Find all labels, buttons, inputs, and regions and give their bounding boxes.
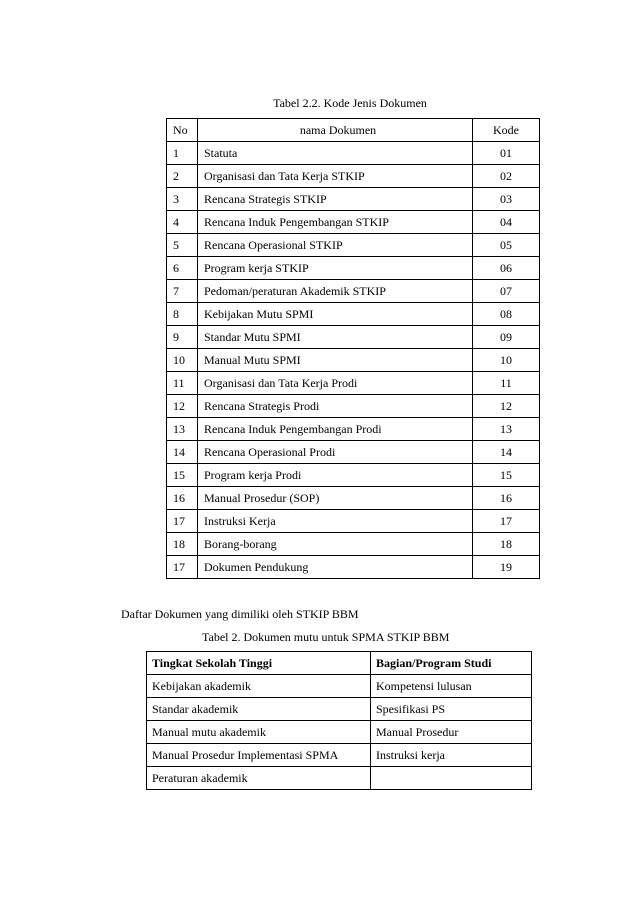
row-number: 17	[167, 556, 198, 579]
table-row	[167, 556, 540, 579]
row-number: 18	[167, 533, 198, 556]
table1-caption: Tabel 2.2. Kode Jenis Dokumen	[273, 96, 427, 110]
document-code: 15	[473, 464, 540, 487]
document-name: Organisasi dan Tata Kerja Prodi	[198, 372, 473, 395]
row-number: 3	[167, 188, 198, 211]
document-name: Rencana Induk Pengembangan Prodi	[198, 418, 473, 441]
table2-body	[147, 675, 532, 790]
document-name: Statuta	[198, 142, 473, 165]
document-code: 09	[473, 326, 540, 349]
document-code: 02	[473, 165, 540, 188]
document-code: 03	[473, 188, 540, 211]
document-name: Program kerja Prodi	[198, 464, 473, 487]
table-row	[147, 744, 532, 767]
quality-document-table	[146, 651, 532, 790]
document-name: Rencana Strategis Prodi	[198, 395, 473, 418]
document-code: 12	[473, 395, 540, 418]
institution-level-document: Manual mutu akademik	[147, 721, 371, 744]
intro-text: Daftar Dokumen yang dimiliki oleh STKIP BBM	[121, 607, 359, 621]
row-number: 16	[167, 487, 198, 510]
document-code: 13	[473, 418, 540, 441]
document-name: Pedoman/peraturan Akademik STKIP	[198, 280, 473, 303]
document-name: Standar Mutu SPMI	[198, 326, 473, 349]
row-number: 7	[167, 280, 198, 303]
table-row	[167, 395, 540, 418]
table-header-row	[147, 652, 532, 675]
row-number: 5	[167, 234, 198, 257]
header-document-name: nama Dokumen	[198, 119, 473, 142]
table-row	[167, 418, 540, 441]
row-number: 2	[167, 165, 198, 188]
table-row	[167, 372, 540, 395]
table-row	[167, 533, 540, 556]
document-code: 14	[473, 441, 540, 464]
row-number: 12	[167, 395, 198, 418]
document-name: Instruksi Kerja	[198, 510, 473, 533]
row-number: 14	[167, 441, 198, 464]
table-row	[167, 280, 540, 303]
row-number: 1	[167, 142, 198, 165]
institution-level-document: Kebijakan akademik	[147, 675, 371, 698]
table-row	[147, 675, 532, 698]
document-code: 16	[473, 487, 540, 510]
document-name: Manual Prosedur (SOP)	[198, 487, 473, 510]
document-name: Program kerja STKIP	[198, 257, 473, 280]
table-row	[167, 257, 540, 280]
row-number: 9	[167, 326, 198, 349]
document-code: 05	[473, 234, 540, 257]
department-program-document: Manual Prosedur	[371, 721, 532, 744]
row-number: 8	[167, 303, 198, 326]
document-name: Rencana Operasional STKIP	[198, 234, 473, 257]
header-code: Kode	[473, 119, 540, 142]
document-name: Rencana Operasional Prodi	[198, 441, 473, 464]
department-program-document: Instruksi kerja	[371, 744, 532, 767]
table-row	[167, 234, 540, 257]
document-code: 18	[473, 533, 540, 556]
document-code: 06	[473, 257, 540, 280]
document-code: 07	[473, 280, 540, 303]
document-name: Rencana Induk Pengembangan STKIP	[198, 211, 473, 234]
document-code: 17	[473, 510, 540, 533]
table-row	[167, 441, 540, 464]
table-header-row	[167, 119, 540, 142]
institution-level-document: Peraturan akademik	[147, 767, 371, 790]
department-program-document: Kompetensi lulusan	[371, 675, 532, 698]
header-institution-level: Tingkat Sekolah Tinggi	[147, 652, 371, 675]
institution-level-document: Manual Prosedur Implementasi SPMA	[147, 744, 371, 767]
header-department-program: Bagian/Program Studi	[371, 652, 532, 675]
row-number: 6	[167, 257, 198, 280]
row-number: 13	[167, 418, 198, 441]
table-row	[147, 767, 532, 790]
table-row	[167, 165, 540, 188]
table1-body	[167, 142, 540, 579]
table2-caption: Tabel 2. Dokumen mutu untuk SPMA STKIP BBM	[202, 630, 450, 644]
row-number: 4	[167, 211, 198, 234]
table-row	[167, 349, 540, 372]
document-name: Organisasi dan Tata Kerja STKIP	[198, 165, 473, 188]
row-number: 10	[167, 349, 198, 372]
institution-level-document: Standar akademik	[147, 698, 371, 721]
table-row	[167, 211, 540, 234]
table-row	[167, 464, 540, 487]
document-code: 19	[473, 556, 540, 579]
document-code: 11	[473, 372, 540, 395]
row-number: 11	[167, 372, 198, 395]
header-no: No	[167, 119, 198, 142]
row-number: 17	[167, 510, 198, 533]
table-row	[147, 698, 532, 721]
document-name: Dokumen Pendukung	[198, 556, 473, 579]
document-code: 08	[473, 303, 540, 326]
document-code: 04	[473, 211, 540, 234]
document-code-table	[166, 118, 540, 579]
table-row	[147, 721, 532, 744]
document-name: Rencana Strategis STKIP	[198, 188, 473, 211]
table-row	[167, 326, 540, 349]
document-code: 10	[473, 349, 540, 372]
document-code: 01	[473, 142, 540, 165]
table-row	[167, 303, 540, 326]
document-name: Borang-borang	[198, 533, 473, 556]
department-program-document: Spesifikasi PS	[371, 698, 532, 721]
table-row	[167, 188, 540, 211]
table-row	[167, 510, 540, 533]
department-program-document	[371, 767, 532, 790]
row-number: 15	[167, 464, 198, 487]
document-name: Manual Mutu SPMI	[198, 349, 473, 372]
table-row	[167, 487, 540, 510]
document-name: Kebijakan Mutu SPMI	[198, 303, 473, 326]
table-row	[167, 142, 540, 165]
